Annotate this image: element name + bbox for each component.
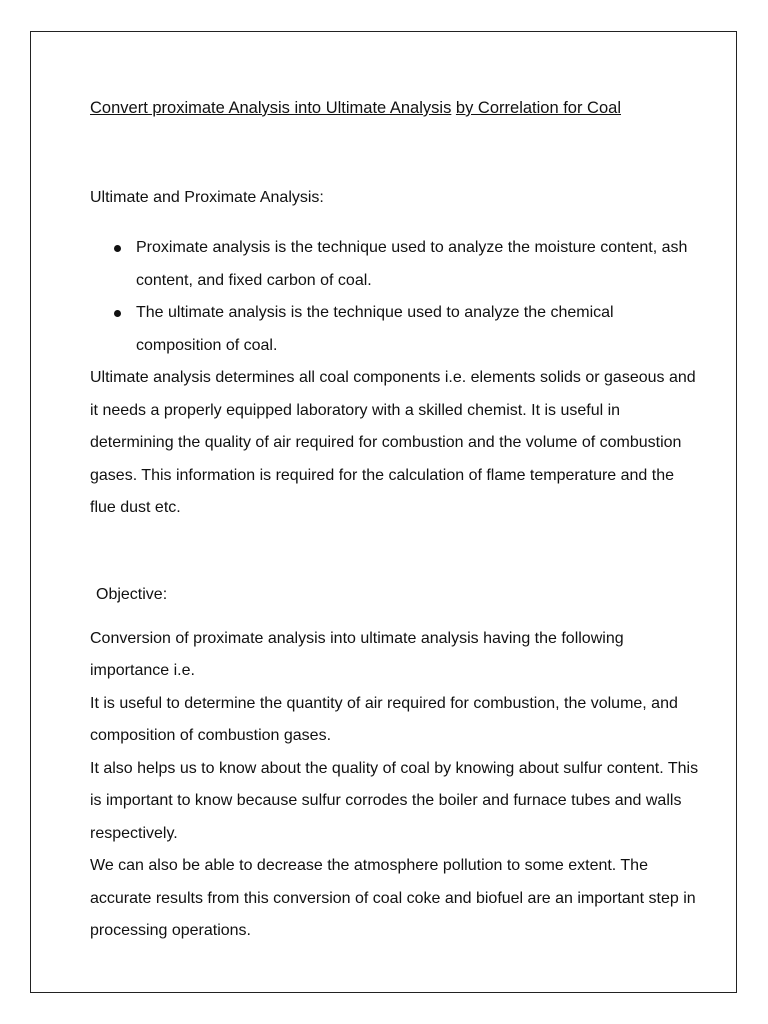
analysis-bullet-list <box>90 232 700 362</box>
heading-objective: Objective: <box>96 585 168 603</box>
objective-paragraph: It also helps us to know about the quality of coal by knowing about sulfur content. This is important to know because sulfur corrodes the boiler and furnace tubes and walls respectively. <box>90 759 699 842</box>
ultimate-analysis-lead: Ultimate analysis <box>90 369 211 386</box>
objective-paragraph: We can also be able to decrease the atmosphere pollution to some extent. The accurate results from this conversion of coal coke and biofuel are an important step in processing operations. <box>90 857 696 939</box>
ultimate-analysis-text: determines all coal components i.e. elements solids or gaseous and it needs a properly equipped laboratory with a skilled chemist. It is useful in determining the quality of air required for combustion and the volume of combustion gases. This information is required for the calculation of flame temperature and the flue dust etc. <box>90 369 696 516</box>
bullet-item <box>136 297 700 362</box>
document-page <box>30 31 737 993</box>
bullet-dot-icon <box>114 310 121 317</box>
bullet-dot-icon <box>114 245 121 252</box>
objective-paragraph: It is useful to determine the quantity of air required for combustion, the volume, and composition of combustion gases. <box>90 694 678 744</box>
bullet-text: Proximate analysis is the technique used to analyze the moisture content, ash content, and fixed carbon of coal. <box>136 239 688 289</box>
ultimate-analysis-paragraph <box>90 362 700 525</box>
document-title <box>90 94 700 122</box>
document-content <box>90 94 700 948</box>
bullet-text: The ultimate analysis is the technique used to analyze the chemical composition of coal. <box>136 304 614 354</box>
bullet-item <box>136 232 700 297</box>
document-title-part2: by Correlation for Coal <box>455 99 621 117</box>
heading-analysis: Ultimate and Proximate Analysis: <box>90 189 324 206</box>
document-title-part1: Convert proximate Analysis into Ultimate Analysis <box>90 99 452 117</box>
objective-paragraph: Conversion of proximate analysis into ultimate analysis having the following importance i.e. <box>90 629 624 679</box>
